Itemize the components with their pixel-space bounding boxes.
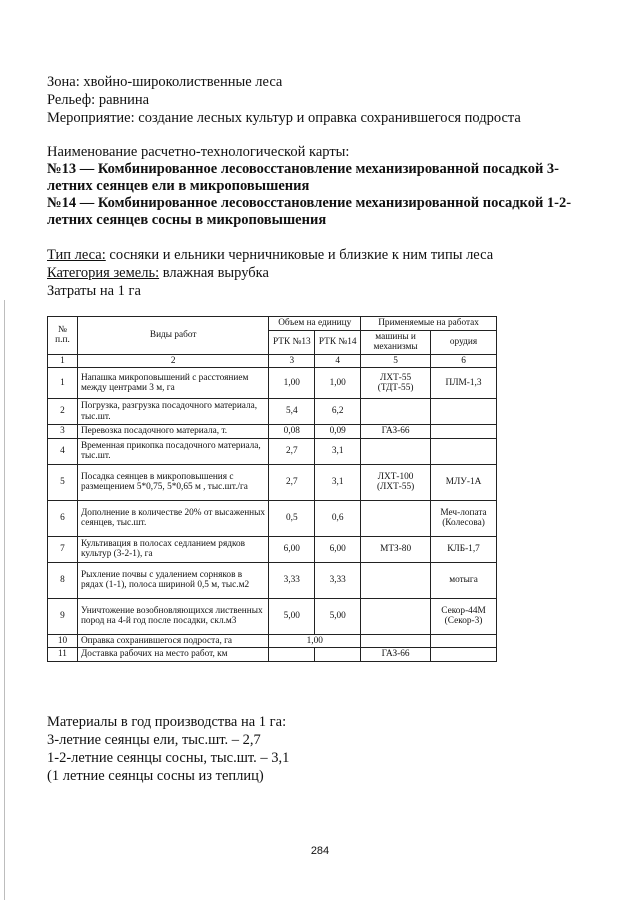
rtk14-value <box>315 648 361 662</box>
scan-margin-line <box>4 300 5 900</box>
card-title: Наименование расчетно-технологической карты: <box>47 144 350 160</box>
work-description: Посадка сеянцев в микроповышения с размещением 5*0,75, 5*0,65 м , тыс.шт./га <box>77 464 268 500</box>
table-row <box>48 500 497 536</box>
tool-value: ПЛМ-1,3 <box>431 368 497 399</box>
col-applied-header: Применяемые на работах <box>361 317 497 331</box>
machine-value <box>361 438 431 464</box>
rtk13-value: 6,00 <box>269 536 315 562</box>
column-index: 2 <box>77 354 268 368</box>
table-row <box>48 598 497 634</box>
machine-value <box>361 598 431 634</box>
row-number: 4 <box>48 438 78 464</box>
page-number: 284 <box>310 845 330 857</box>
rtk14-value: 1,00 <box>315 368 361 399</box>
materials-line-3: (1 летние сеянцы сосны из теплиц) <box>47 768 264 784</box>
land-category-value: влажная вырубка <box>159 265 269 281</box>
rtk14-value: 3,33 <box>315 562 361 598</box>
tool-value <box>431 425 497 439</box>
table-row <box>48 425 497 439</box>
card-13-line1: №13 — Комбинированное лесовосстановление механизированной посадкой 3- <box>47 161 559 177</box>
column-index-row <box>48 354 497 368</box>
forest-type-value: сосняки и ельники черничниковые и близкие к ним типы леса <box>105 247 494 263</box>
tool-value: Секор-44М (Секор-3) <box>431 598 497 634</box>
row-number: 9 <box>48 598 78 634</box>
rtk14-value: 6,00 <box>315 536 361 562</box>
forest-type-label: Тип леса: <box>47 247 106 263</box>
card-13-line2: летних сеянцев ели в микроповышения <box>47 178 310 194</box>
materials-title: Материалы в год производства на 1 га: <box>47 714 287 730</box>
rtk13-value: 1,00 <box>269 368 315 399</box>
machine-value: МТЗ-80 <box>361 536 431 562</box>
tool-value <box>431 438 497 464</box>
work-description: Дополнение в количестве 20% от высаженных сеянцев, тыс.шт. <box>77 500 268 536</box>
rtk14-value: 5,00 <box>315 598 361 634</box>
machine-value: ЛХТ-100 (ЛХТ-55) <box>361 464 431 500</box>
work-description: Рыхление почвы с удалением сорняков в рядах (1-1), полоса шириной 0,5 м, тыс.м2 <box>77 562 268 598</box>
work-description: Перевозка посадочного материала, т. <box>77 425 268 439</box>
rtk13-value: 0,08 <box>269 425 315 439</box>
col-works-header: Виды работ <box>77 317 268 355</box>
tool-value: КЛБ-1,7 <box>431 536 497 562</box>
rtk13-value: 5,4 <box>269 399 315 425</box>
column-index: 4 <box>315 354 361 368</box>
header-block <box>47 73 607 127</box>
tool-value <box>431 634 497 648</box>
column-index: 1 <box>48 354 78 368</box>
forest-block <box>47 246 607 300</box>
column-index: 3 <box>269 354 315 368</box>
card-14-line1: №14 — Комбинированное лесовосстановление механизированной посадкой 1-2- <box>47 195 572 211</box>
table-row <box>48 648 497 662</box>
machine-value: ГАЗ-66 <box>361 648 431 662</box>
work-description: Напашка микроповышений с расстоянием между центрами 3 м, га <box>77 368 268 399</box>
row-number: 2 <box>48 399 78 425</box>
rtk13-value: 2,7 <box>269 464 315 500</box>
column-index: 5 <box>361 354 431 368</box>
land-category-label: Категория земель: <box>47 265 160 281</box>
table-row <box>48 634 497 648</box>
works-table <box>47 316 497 662</box>
work-description: Временная прикопка посадочного материала, тыс.шт. <box>77 438 268 464</box>
rtk13-value: 3,33 <box>269 562 315 598</box>
table-row <box>48 536 497 562</box>
work-description: Культивация в полосах седланием рядков культур (3-2-1), га <box>77 536 268 562</box>
col-rtk14-header: РТК №14 <box>315 330 361 354</box>
table-header-row <box>48 317 497 331</box>
rtk13-value: 5,00 <box>269 598 315 634</box>
forest-type-line <box>47 246 607 264</box>
machine-value: ГАЗ-66 <box>361 425 431 439</box>
rtk13-value <box>269 648 315 662</box>
tool-value <box>431 399 497 425</box>
costs-line: Затраты на 1 га <box>47 283 141 299</box>
machine-value <box>361 500 431 536</box>
tool-value <box>431 648 497 662</box>
row-number: 3 <box>48 425 78 439</box>
col-rtk13-header: РТК №13 <box>269 330 315 354</box>
work-description: Уничтожение возобновляющихся лиственных пород на 4-й год после посадки, скл.м3 <box>77 598 268 634</box>
tool-value: МЛУ-1А <box>431 464 497 500</box>
merged-volume-value: 1,00 <box>269 634 361 648</box>
row-number: 1 <box>48 368 78 399</box>
machine-value <box>361 399 431 425</box>
row-number: 7 <box>48 536 78 562</box>
col-machines-header: машины и механизмы <box>361 330 431 354</box>
table-row <box>48 399 497 425</box>
rtk13-value: 0,5 <box>269 500 315 536</box>
materials-line-1: 3-летние сеянцы ели, тыс.шт. – 2,7 <box>47 732 261 748</box>
col-volume-header: Объем на единицу <box>269 317 361 331</box>
tool-value: Меч-лопата (Колесова) <box>431 500 497 536</box>
measure-line: Мероприятие: создание лесных культур и оправка сохранившегося подроста <box>47 110 521 126</box>
card-14-line2: летних сеянцев сосны в микроповышения <box>47 212 327 228</box>
row-number: 10 <box>48 634 78 648</box>
machine-value <box>361 562 431 598</box>
land-category-line <box>47 264 607 282</box>
row-number: 5 <box>48 464 78 500</box>
col-num-header: № п.п. <box>48 317 78 355</box>
row-number: 11 <box>48 648 78 662</box>
zone-line: Зона: хвойно-широколиственные леса <box>47 74 283 90</box>
row-number: 6 <box>48 500 78 536</box>
machine-value: ЛХТ-55 (ТДТ-55) <box>361 368 431 399</box>
col-tools-header: орудия <box>431 330 497 354</box>
card-title-block <box>47 143 607 229</box>
tool-value: мотыга <box>431 562 497 598</box>
machine-value <box>361 634 431 648</box>
materials-block <box>47 713 607 785</box>
table-row <box>48 368 497 399</box>
relief-line: Рельеф: равнина <box>47 92 150 108</box>
rtk14-value: 0,6 <box>315 500 361 536</box>
work-description: Погрузка, разгрузка посадочного материала, тыс.шт. <box>77 399 268 425</box>
rtk13-value: 2,7 <box>269 438 315 464</box>
column-index: 6 <box>431 354 497 368</box>
rtk14-value: 3,1 <box>315 438 361 464</box>
table-row <box>48 562 497 598</box>
table-row <box>48 438 497 464</box>
work-description: Оправка сохранившегося подроста, га <box>77 634 268 648</box>
materials-line-2: 1-2-летние сеянцы сосны, тыс.шт. – 3,1 <box>47 750 290 766</box>
rtk14-value: 0,09 <box>315 425 361 439</box>
table-row <box>48 464 497 500</box>
row-number: 8 <box>48 562 78 598</box>
work-description: Доставка рабочих на место работ, км <box>77 648 268 662</box>
rtk14-value: 6,2 <box>315 399 361 425</box>
rtk14-value: 3,1 <box>315 464 361 500</box>
